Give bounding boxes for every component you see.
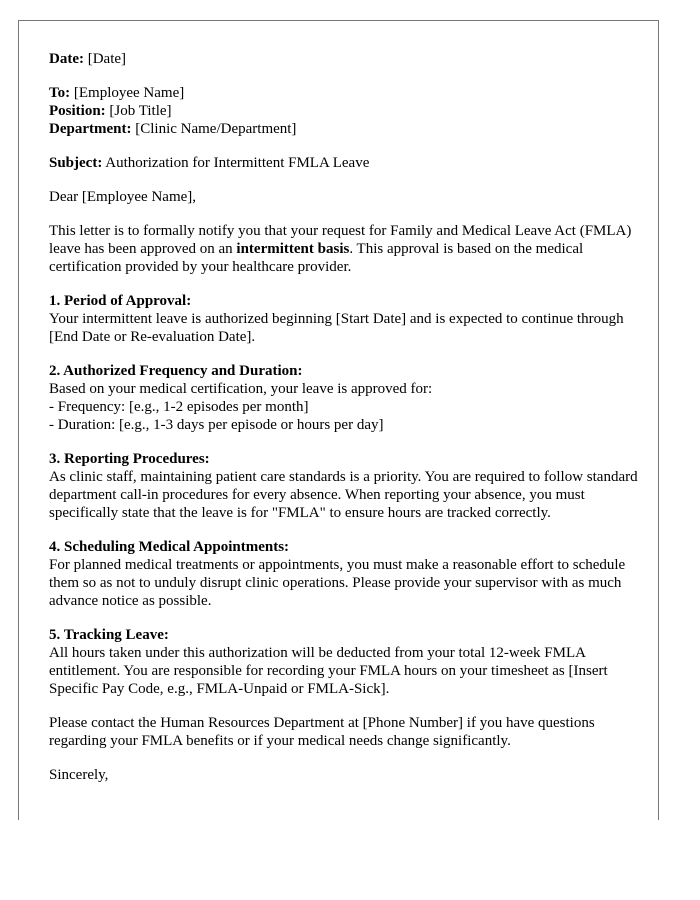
subject-value: Authorization for Intermittent FMLA Leave xyxy=(105,155,370,171)
contact-paragraph: Please contact the Human Resources Department at [Phone Number] if you have questions regarding your FMLA benefits or if your medical needs change significantly. xyxy=(49,715,595,749)
section-body: Your intermittent leave is authorized beginning [Start Date] and is expected to continue through [End Date or Re-evaluation Date]. xyxy=(49,311,624,345)
letter-page xyxy=(18,20,659,820)
date-value: [Date] xyxy=(87,51,127,67)
department-value: [Clinic Name/Department] xyxy=(135,121,297,137)
section-tracking-leave xyxy=(49,626,644,698)
position-line xyxy=(49,102,644,120)
section-frequency-duration xyxy=(49,362,644,434)
department-label: Department: xyxy=(49,121,132,137)
department-line xyxy=(49,120,644,138)
section-heading: 2. Authorized Frequency and Duration: xyxy=(49,363,303,379)
section-heading: 4. Scheduling Medical Appointments: xyxy=(49,539,290,555)
duration-item: - Duration: [e.g., 1-3 days per episode or hours per day] xyxy=(49,417,384,433)
to-label: To: xyxy=(49,85,71,101)
recipient-block xyxy=(49,84,644,138)
section-body: For planned medical treatments or appointments, you must make a reasonable effort to schedule them so as not to unduly disrupt clinic operations. Please provide your supervisor with as much advance notice as possible. xyxy=(49,557,626,609)
intro-text-start: This letter is to formally notify you that your request for Family and Medical Leave Act (FMLA) leave has been approved on an xyxy=(49,223,632,257)
subject-label: Subject: xyxy=(49,155,103,171)
section-heading: 1. Period of Approval: xyxy=(49,293,192,309)
section-body: Based on your medical certification, your leave is approved for: xyxy=(49,381,433,397)
section-scheduling-appointments xyxy=(49,538,644,610)
section-reporting-procedures xyxy=(49,450,644,522)
letter-content xyxy=(49,50,644,800)
to-line xyxy=(49,84,644,102)
section-heading: 5. Tracking Leave: xyxy=(49,627,169,643)
position-label: Position: xyxy=(49,103,106,119)
intro-emphasis: intermittent basis xyxy=(236,241,350,257)
intro-paragraph xyxy=(49,222,644,276)
intro-text-end: . This approval is based on the medical certification provided by your healthcare provider. xyxy=(49,241,584,275)
position-value: [Job Title] xyxy=(109,103,172,119)
closing: Sincerely, xyxy=(49,767,109,783)
subject-block xyxy=(49,154,644,172)
section-heading: 3. Reporting Procedures: xyxy=(49,451,210,467)
subject-line xyxy=(49,154,644,172)
section-body: As clinic staff, maintaining patient care standards is a priority. You are required to follow standard department call-in procedures for every absence. When reporting your absence, you must specifically state that the leave is for "FMLA" to ensure hours are tracked correctly. xyxy=(49,469,638,521)
frequency-item: - Frequency: [e.g., 1-2 episodes per month] xyxy=(49,399,309,415)
salutation: Dear [Employee Name], xyxy=(49,189,197,205)
section-period-of-approval xyxy=(49,292,644,346)
date-block xyxy=(49,50,644,68)
date-label: Date: xyxy=(49,51,84,67)
date-line xyxy=(49,50,644,68)
section-body: All hours taken under this authorization will be deducted from your total 12-week FMLA entitlement. You are responsible for recording your FMLA hours on your timesheet as [Insert Specific Pay Code, e.g., FMLA-Unpaid or FMLA-Sick]. xyxy=(49,645,608,697)
to-value: [Employee Name] xyxy=(73,85,185,101)
